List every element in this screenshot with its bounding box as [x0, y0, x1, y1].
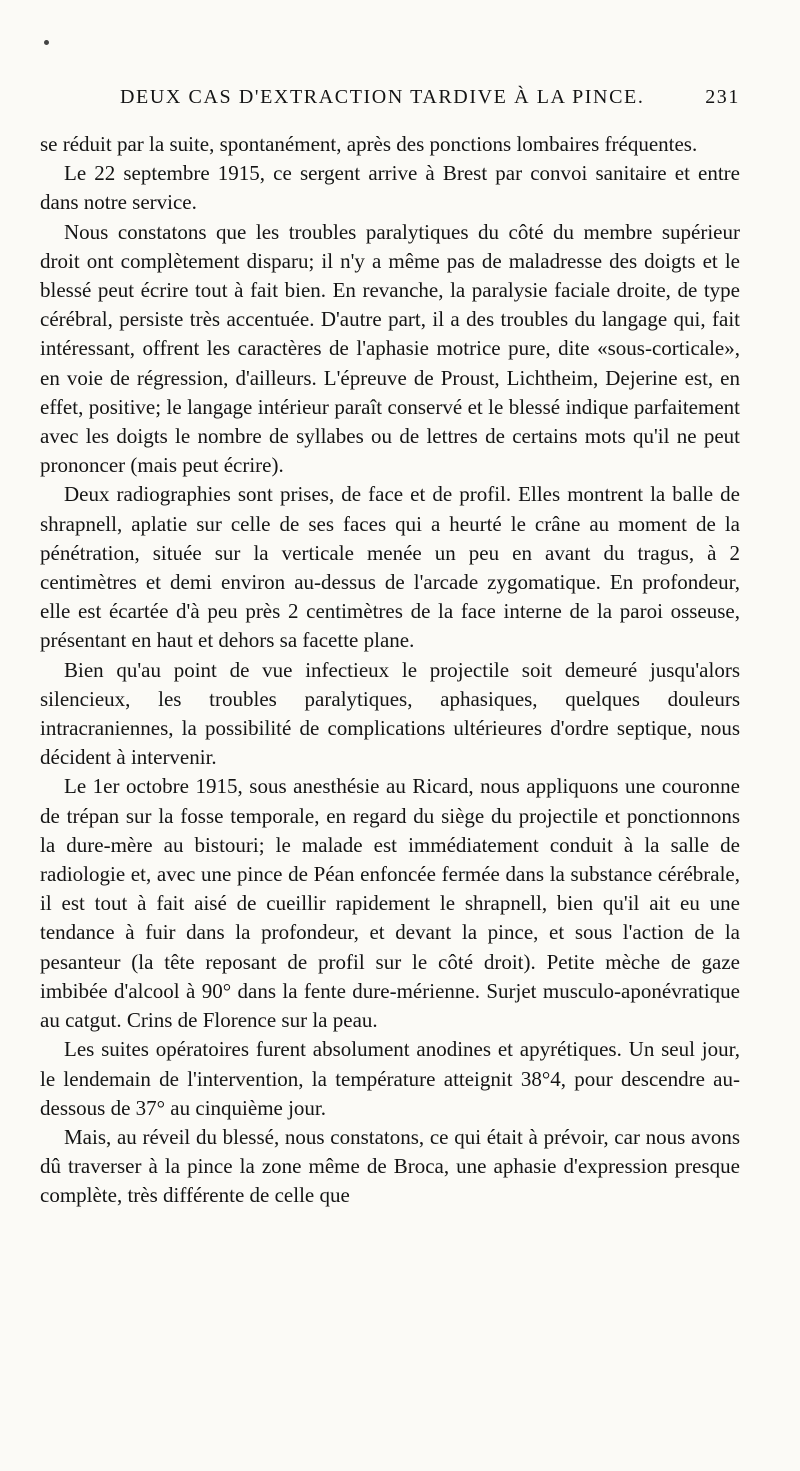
- running-title: DEUX CAS D'EXTRACTION TARDIVE À LA PINCE.: [120, 86, 645, 108]
- paragraph-8: Mais, au réveil du blessé, nous constatons, ce qui était à prévoir, car nous avons dû traverser à la pince la zone même de Broca, une aphasie d'expression presque complète, très différente de celle que: [40, 1124, 740, 1208]
- paragraph-5: Bien qu'au point de vue infectieux le projectile soit demeuré jusqu'alors silencieux, les troubles paralytiques, aphasiques, quelques douleurs intracraniennes, la possibilité de complications ultérieures d'ordre septique, nous décident à intervenir.: [40, 657, 740, 770]
- body-text: [40, 130, 740, 1211]
- page-number: 231: [705, 86, 740, 108]
- paragraph-3: Nous constatons que les troubles paralytiques du côté du membre supérieur droit ont complètement disparu; il n'y a même pas de maladresse des doigts et le blessé peut écrire tout à fait bien. En revanche, la paralysie faciale droite, de type cérébral, persiste très accentuée. D'autre part, il a des troubles du langage qui, fait intéressant, offrent les caractères de l'aphasie motrice pure, dite «sous-corticale», en voie de régression, d'ailleurs. L'épreuve de Proust, Lichtheim, Dejerine est, en effet, positive; le langage intérieur paraît conservé et le blessé indique parfaitement avec les doigts le nombre de syllabes ou de lettres de certains mots qu'il ne peut prononcer (mais peut écrire).: [40, 219, 740, 478]
- paragraph-6: Le 1er octobre 1915, sous anesthésie au Ricard, nous appliquons une couronne de trépan sur la fosse temporale, en regard du siège du projectile et ponctionnons la dure-mère au bistouri; le malade est immédiatement conduit à la salle de radiologie et, avec une pince de Péan enfoncée fermée dans la substance cérébrale, il est tout à fait aisé de cueillir rapidement le shrapnell, bien qu'il ait eu une tendance à fuir dans la profondeur, et devant la pince, et sous l'action de la pesanteur (la tête reposant de profil sur le côté droit). Petite mèche de gaze imbibée d'alcool à 90° dans la fente dure-mérienne. Surjet musculo-aponévratique au catgut. Crins de Florence sur la peau.: [40, 774, 740, 1033]
- paragraph-2: Le 22 septembre 1915, ce sergent arrive à Brest par convoi sanitaire et entre dans notre service.: [40, 161, 740, 215]
- print-speck: [44, 40, 49, 45]
- paragraph-7: Les suites opératoires furent absolument anodines et apyrétiques. Un seul jour, le lendemain de l'intervention, la température atteignit 38°4, pour descendre au-dessous de 37° au cinquième jour.: [40, 1037, 740, 1120]
- paragraph-4: Deux radiographies sont prises, de face et de profil. Elles montrent la balle de shrapnell, aplatie sur celle de ses faces qui a heurté le crâne au moment de la pénétration, située sur la verticale menée un peu en avant du tragus, à 2 centimètres et demi environ au-dessus de l'arcade zygomatique. En profondeur, elle est écartée d'à peu près 2 centimètres de la face interne de la paroi osseuse, présentant en haut et dehors sa facette plane.: [40, 482, 740, 653]
- paragraph-1: se réduit par la suite, spontanément, après des ponctions lombaires fréquentes.: [40, 132, 698, 156]
